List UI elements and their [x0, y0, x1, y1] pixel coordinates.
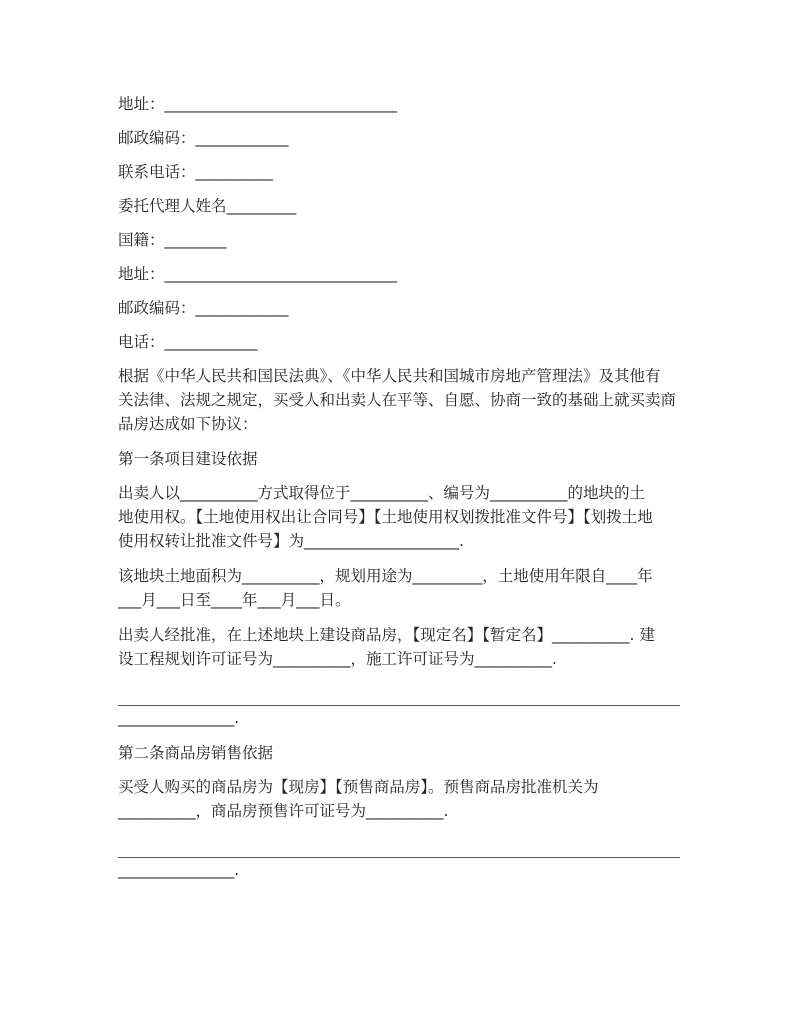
contract-page — [118, 92, 680, 893]
intro-line-3: 品房达成如下协议： — [118, 415, 258, 433]
seller-phone-line: 联系电话：__________ — [118, 163, 274, 181]
blank-rule-line — [118, 682, 680, 706]
article-1-p1-line-3: 使用权转让批准文件号】为____________________. — [118, 532, 464, 550]
agent-phone-line: 电话：____________ — [118, 333, 258, 351]
intro-line-1: 根据《中华人民共和国民法典》、《中华人民共和国城市房地产管理法》及其他有 — [118, 367, 661, 385]
article-2-p1-line-1: 买受人购买的商品房为【现房】【预售商品房】。预售商品房批准机关为 — [118, 778, 599, 796]
article-2-title: 第二条商品房销售依据 — [118, 744, 274, 762]
agent-postcode-line: 邮政编码：____________ — [118, 299, 289, 317]
article-1-p2-line-2: ___月___日至____年___月___日。 — [118, 591, 351, 609]
blank-rule-tail: _______________. — [118, 709, 240, 727]
agent-address-line: 地址：______________________________ — [118, 265, 398, 283]
seller-postcode-line: 邮政编码：____________ — [118, 129, 289, 147]
agent-nationality-line: 国籍：________ — [118, 231, 227, 249]
article-2-blank-block — [118, 834, 680, 882]
article-1-p1-line-1: 出卖人以__________方式取得位于__________、编号为__________的地块的土 — [118, 484, 646, 502]
seller-address-line: 地址：______________________________ — [118, 95, 398, 113]
blank-rule-line — [118, 834, 680, 858]
article-1-paragraph-2 — [118, 564, 680, 612]
article-1-p2-line-1: 该地块土地面积为__________，规划用途为_________，土地使用年限自____年 — [118, 567, 653, 585]
blank-rule-tail: _______________. — [118, 861, 240, 879]
article-1-paragraph-1 — [118, 481, 680, 553]
article-2-paragraph-1 — [118, 775, 680, 823]
article-1-paragraph-3 — [118, 623, 680, 671]
agent-name-line: 委托代理人姓名_________ — [118, 197, 297, 215]
intro-paragraph — [118, 364, 680, 436]
article-1-blank-block — [118, 682, 680, 730]
article-1-p3-line-2: 设工程规划许可证号为__________，施工许可证号为__________. — [118, 650, 557, 668]
article-2-p1-line-2: __________，商品房预售许可证号为__________. — [118, 802, 449, 820]
article-1-title: 第一条项目建设依据 — [118, 450, 258, 468]
article-1-p3-line-1: 出卖人经批准，在上述地块上建设商品房，【现定名】【暂定名】__________. 建 — [118, 626, 655, 644]
intro-line-2: 关法律、法规之规定，买受人和出卖人在平等、自愿、协商一致的基础上就买卖商 — [118, 391, 677, 409]
article-1-p1-line-2: 地使用权。【土地使用权出让合同号】【土地使用权划拨批准文件号】【划拨土地 — [118, 508, 653, 526]
